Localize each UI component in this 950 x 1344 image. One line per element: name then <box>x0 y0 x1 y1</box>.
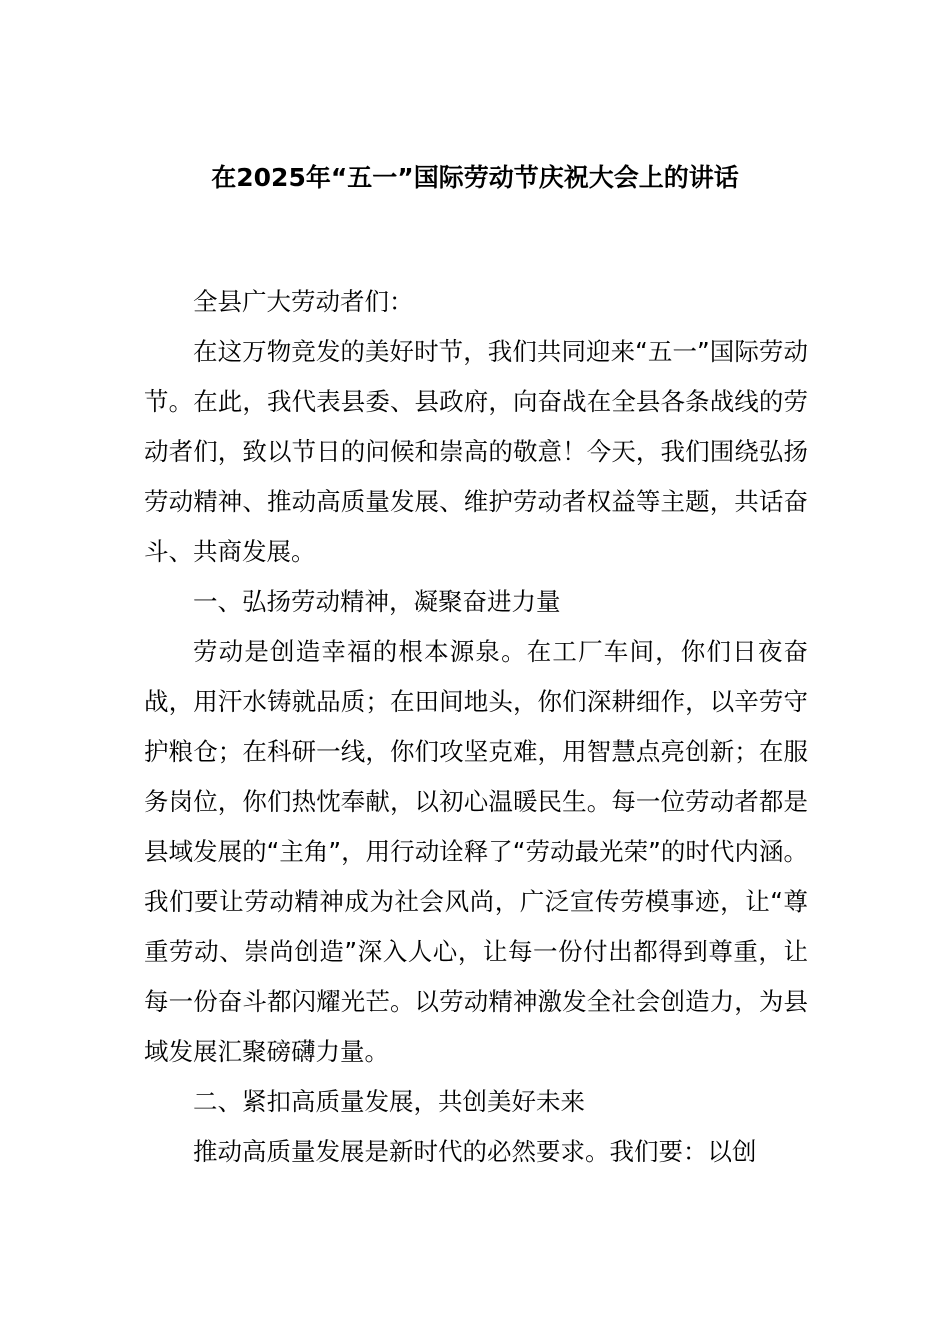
document-body <box>144 277 808 1177</box>
paragraph-opening: 在这万物竞发的美好时节，我们共同迎来“五一”国际劳动节。在此，我代表县委、县政府，向奋战在全县各条战线的劳动者们，致以节日的问候和崇高的敬意！今天，我们围绕弘扬劳动精神、推动高质量发展、维护劳动者权益等主题，共话奋斗、共商发展。 <box>144 337 808 566</box>
paragraph-section-2: 推动高质量发展是新时代的必然要求。我们要：以创 <box>193 1137 757 1166</box>
section-heading-2: 二、紧扣高质量发展，共创美好未来 <box>193 1087 585 1116</box>
paragraph-section-1: 劳动是创造幸福的根本源泉。在工厂车间，你们日夜奋战，用汗水铸就品质；在田间地头，你们深耕细作，以辛劳守护粮仓；在科研一线，你们攻坚克难，用智慧点亮创新；在服务岗位，你们热忱奉献，以初心温暖民生。每一位劳动者都是县域发展的“主角”，用行动诠释了“劳动最光荣”的时代内涵。我们要让劳动精神成为社会风尚，广泛宣传劳模事迹，让“尊重劳动、崇尚创造”深入人心，让每一份付出都得到尊重，让每一份奋斗都闪耀光芒。以劳动精神激发全社会创造力，为县域发展汇聚磅礴力量。 <box>144 637 808 1066</box>
salutation: 全县广大劳动者们： <box>193 287 414 316</box>
section-heading-1: 一、弘扬劳动精神，凝聚奋进力量 <box>193 587 561 616</box>
document-title: 在2025年“五一”国际劳动节庆祝大会上的讲话 <box>211 163 739 192</box>
